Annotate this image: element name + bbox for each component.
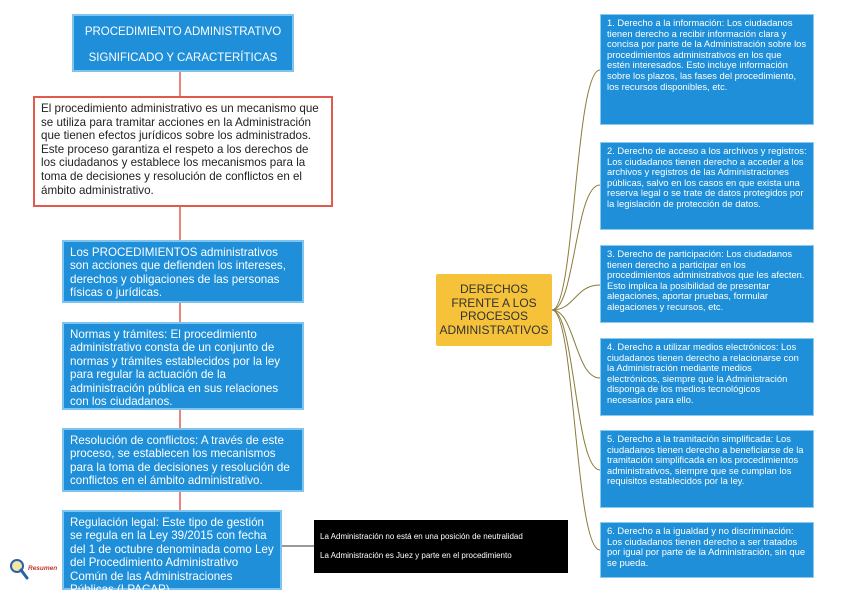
left-item-text: Regulación legal: Este tipo de gestión se regula en la Ley 39/2015 con fecha del 1 de octubre denominada como Ley del Procedimiento Administrativo Común de las Administraciones Públicas (LPACAP). [70,516,274,597]
right-item-medios-electronicos [600,338,814,416]
logo [8,557,58,587]
branch-right-2 [552,185,600,310]
left-item-regulacion-legal [62,510,282,597]
right-item-acceso-archivos [600,142,814,230]
right-item-text: 3. Derecho de participación: Los ciudadanos tienen derecho a participar en los procedimientos administrativos que les afecten. Esto implica la posibilidad de presentar alegaciones, aportar pruebas, formular alegaciones y recursos, etc. [607,248,805,312]
right-item-text: 2. Derecho de acceso a los archivos y registros: Los ciudadanos tienen derecho a acceder a los archivos y registros de las Administraciones públicas, salvo en los casos en que exista una reserva legal o se trate de datos protegidos por la legislación de protección de datos. [607,145,807,209]
title-box [72,14,294,72]
connector-rights-branches [552,70,600,550]
left-item-normas-tramites [62,322,304,410]
branch-right-5 [552,310,600,470]
right-item-participacion [600,245,814,323]
center-topic [436,274,552,346]
right-item-text: 5. Derecho a la tramitación simplificada: Los ciudadanos tienen derecho a beneficiarse de la tramitación simplificada en los procedimientos administrativos, siempre que se cumplan los requisitos establecidos por la ley. [607,433,804,487]
right-item-informacion [600,14,814,125]
definition-text: El procedimiento administrativo es un mecanismo que se utiliza para tramitar acciones en la Administración que tienen efectos jurídicos sobre los administrados. Este proceso garantiza el respeto a los derechos de los ciudadanos y establece los mecanismos para la toma de decisiones y resolución de conflictos en el ámbito administrativo. [41,102,319,197]
left-item-procedimientos [62,240,304,303]
note-line-1: La Administración no está en una posición de neutralidad [320,532,523,541]
note-box [314,520,568,573]
branch-right-3 [552,285,600,310]
left-item-text: Resolución de conflictos: A través de este proceso, se establecen los mecanismos para la toma de decisiones y resolución de conflictos en el ámbito administrativo. [70,434,290,488]
right-item-tramitacion-simplificada [600,430,814,508]
definition-box [33,96,333,207]
right-item-igualdad [600,522,814,578]
magnifier-icon [8,557,30,583]
left-item-resolucion-conflictos [62,428,304,492]
right-item-text: 4. Derecho a utilizar medios electrónicos: Los ciudadanos tienen derecho a relacionarse con la Administración mediante medios electrónicos, siempre que la Administración disponga de los medios tecnológicos necesarios para ello. [607,341,799,405]
branch-right-1 [552,70,600,310]
logo-text: Resumen [28,565,58,572]
center-topic-text: DERECHOS FRENTE A LOS PROCESOS ADMINISTRATIVOS [439,282,549,337]
left-item-text: Normas y trámites: El procedimiento administrativo consta de un conjunto de normas y trámites establecidos por la ley para regular la actuación de la administración pública en sus relaciones con los ciudadanos. [70,328,281,409]
title-line-1: PROCEDIMIENTO ADMINISTRATIVO [84,26,282,38]
right-item-text: 6. Derecho a la igualdad y no discriminación: Los ciudadanos tienen derecho a ser tratados por igual por parte de la Administración, sin que se pueda. [607,525,806,568]
right-item-text: 1. Derecho a la información: Los ciudadanos tienen derecho a recibir información clara y concisa por parte de la Administración sobre los procedimientos administrativos en los que estén interesados. Esto incluye información sobre los plazos, las fases del procedimiento, los recursos disponibles, etc. [607,17,807,92]
note-line-2: La Administración es Juez y parte en el procedimiento [320,551,512,560]
left-item-text: Los PROCEDIMIENTOS administrativos son acciones que defienden los intereses, derechos y obligaciones de las personas físicas o jurídicas. [70,246,286,300]
title-line-2: SIGNIFICADO Y CARACTERÍTICAS [88,52,278,64]
